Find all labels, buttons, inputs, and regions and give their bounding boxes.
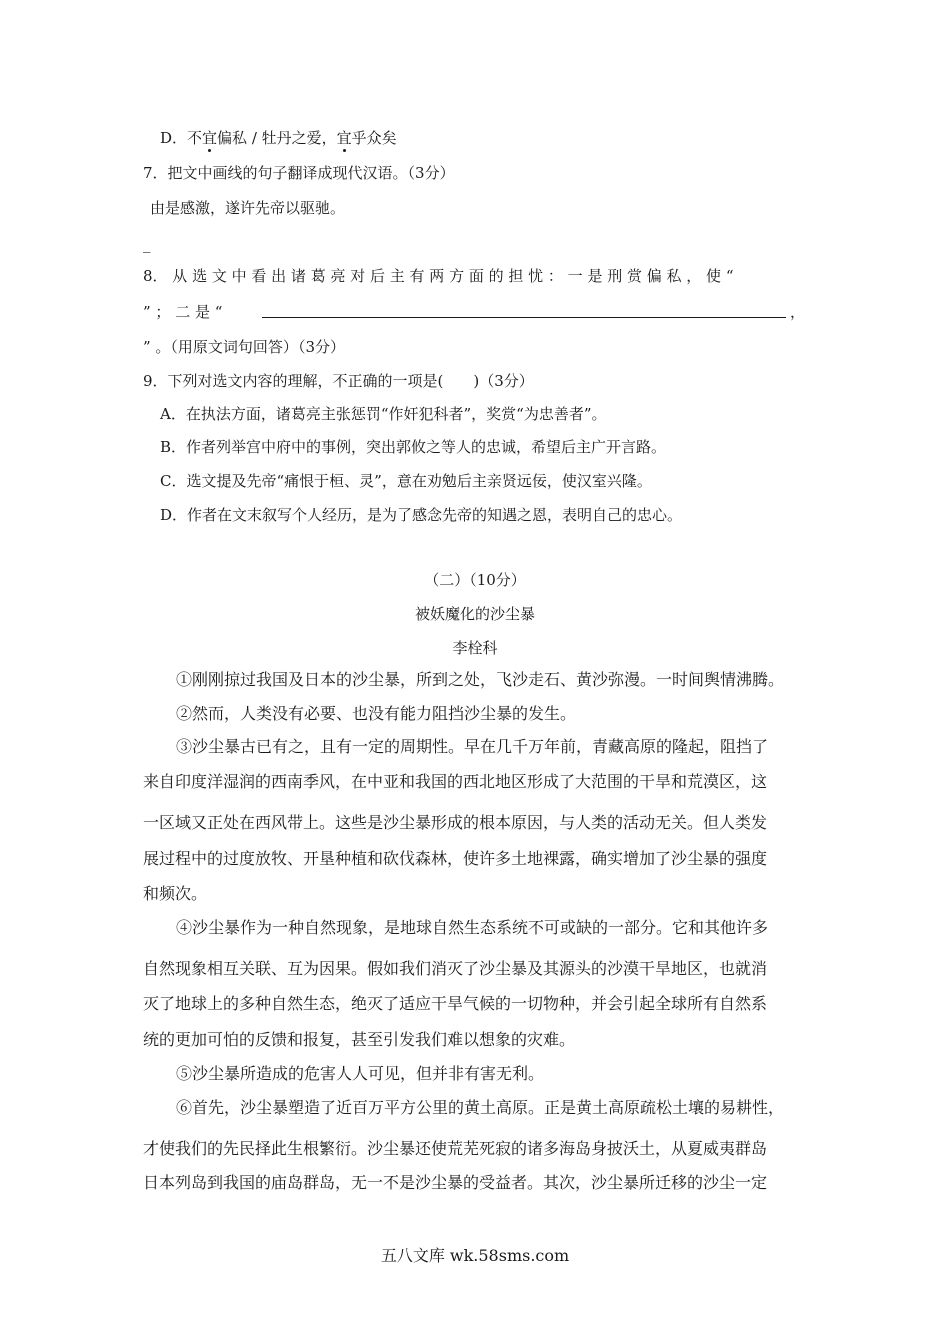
article-line: 一区域又正处在西风带上。这些是沙尘暴形成的根本原因，与人类的活动无关。但人类发: [143, 813, 768, 832]
article-line: 来自印度洋湿润的西南季风，在中亚和我国的西北地区形成了大范围的干旱和荒漠区，这: [143, 772, 768, 791]
q6-option-d-suffix: 乎众矣: [351, 129, 397, 147]
section2-heading: （二）（10分）: [424, 571, 526, 589]
q6-option-d-prefix: D．不: [160, 129, 203, 147]
article-line: 和频次。: [143, 884, 208, 903]
footer-watermark: 五八文库 wk.58sms.com: [380, 1246, 570, 1265]
q9-prompt: 9．下列对选文内容的理解，不正确的一项是( )（3分）: [143, 372, 534, 390]
q6-option-d-emphasis-1: 宜: [202, 129, 218, 147]
q7-sentence: 由是感激，遂许先帝以驱驰。: [150, 199, 346, 217]
q6-option-d: [160, 128, 397, 148]
article-line: ①刚刚掠过我国及日本的沙尘暴，所到之处，飞沙走石、黄沙弥漫。一时间舆情沸腾。: [176, 670, 785, 689]
q9-option-d: D．作者在文末叙写个人经历，是为了感念先帝的知遇之恩，表明自己的忠心。: [160, 506, 683, 524]
article-line: 展过程中的过度放牧、开垦种植和砍伐森林，使许多土地裸露，确实增加了沙尘暴的强度: [143, 849, 768, 868]
q9-option-c: C．选文提及先帝“痛恨于桓、灵”，意在劝勉后主亲贤远佞，使汉室兴隆。: [160, 472, 652, 490]
q8-line2-end: ，: [790, 303, 806, 321]
article-line: 日本列岛到我国的庙岛群岛，无一不是沙尘暴的受益者。其次，沙尘暴所迁移的沙尘一定: [143, 1173, 768, 1192]
q8-line1: 8． 从 选 文 中 看 出 诸 葛 亮 对 后 主 有 两 方 面 的 担 忧 ： 一 是 刑 赏 偏 私 ， 使 “: [143, 267, 734, 285]
q6-option-d-emphasis-2: 宜: [336, 129, 352, 147]
article-line: ④沙尘暴作为一种自然现象，是地球自然生态系统不可或缺的一部分。它和其他许多: [176, 918, 769, 937]
article-title: 被妖魔化的沙尘暴: [414, 605, 535, 623]
q9-option-a: A．在执法方面，诸葛亮主张惩罚“作奸犯科者”，奖赏“为忠善者”。: [160, 405, 607, 423]
article-line: ②然而，人类没有必要、也没有能力阻挡沙尘暴的发生。: [176, 704, 577, 723]
article-author: 李栓科: [452, 639, 498, 657]
q8-line3: ” 。（用原文词句回答）（3分）: [143, 338, 345, 356]
q6-option-d-mid: 偏私 / 牡丹之爱，: [217, 129, 337, 147]
article-line: ③沙尘暴古已有之，且有一定的周期性。早在几千万年前，青藏高原的隆起，阻挡了: [176, 737, 769, 756]
article-line: 自然现象相互关联、互为因果。假如我们消灭了沙尘暴及其源头的沙漠干旱地区，也就消: [143, 959, 768, 978]
q7-prompt: 7．把文中画线的句子翻译成现代汉语。（3分）: [143, 164, 455, 182]
q9-option-b: B．作者列举宫中府中的事例，突出郭攸之等人的忠诚，希望后主广开言路。: [160, 438, 667, 456]
q8-line2-start: ” ； 二 是 “: [143, 303, 223, 321]
article-line: 才使我们的先民择此生根繁衍。沙尘暴还使荒芜死寂的诸多海岛身披沃土，从夏威夷群岛: [143, 1139, 768, 1158]
q8-answer-blank: [262, 317, 786, 318]
article-line: 灭了地球上的多种自然生态，绝灭了适应干旱气候的一切物种，并会引起全球所有自然系: [143, 994, 768, 1013]
article-line: ⑤沙尘暴所造成的危害人人可见，但并非有害无利。: [176, 1064, 545, 1083]
article-line: ⑥首先，沙尘暴塑造了近百万平方公里的黄土高原。正是黄土高原疏松土壤的易耕性，: [176, 1098, 785, 1117]
q7-answer-mark: _: [143, 235, 151, 253]
article-line: 统的更加可怕的反馈和报复，甚至引发我们难以想象的灾难。: [143, 1030, 576, 1049]
